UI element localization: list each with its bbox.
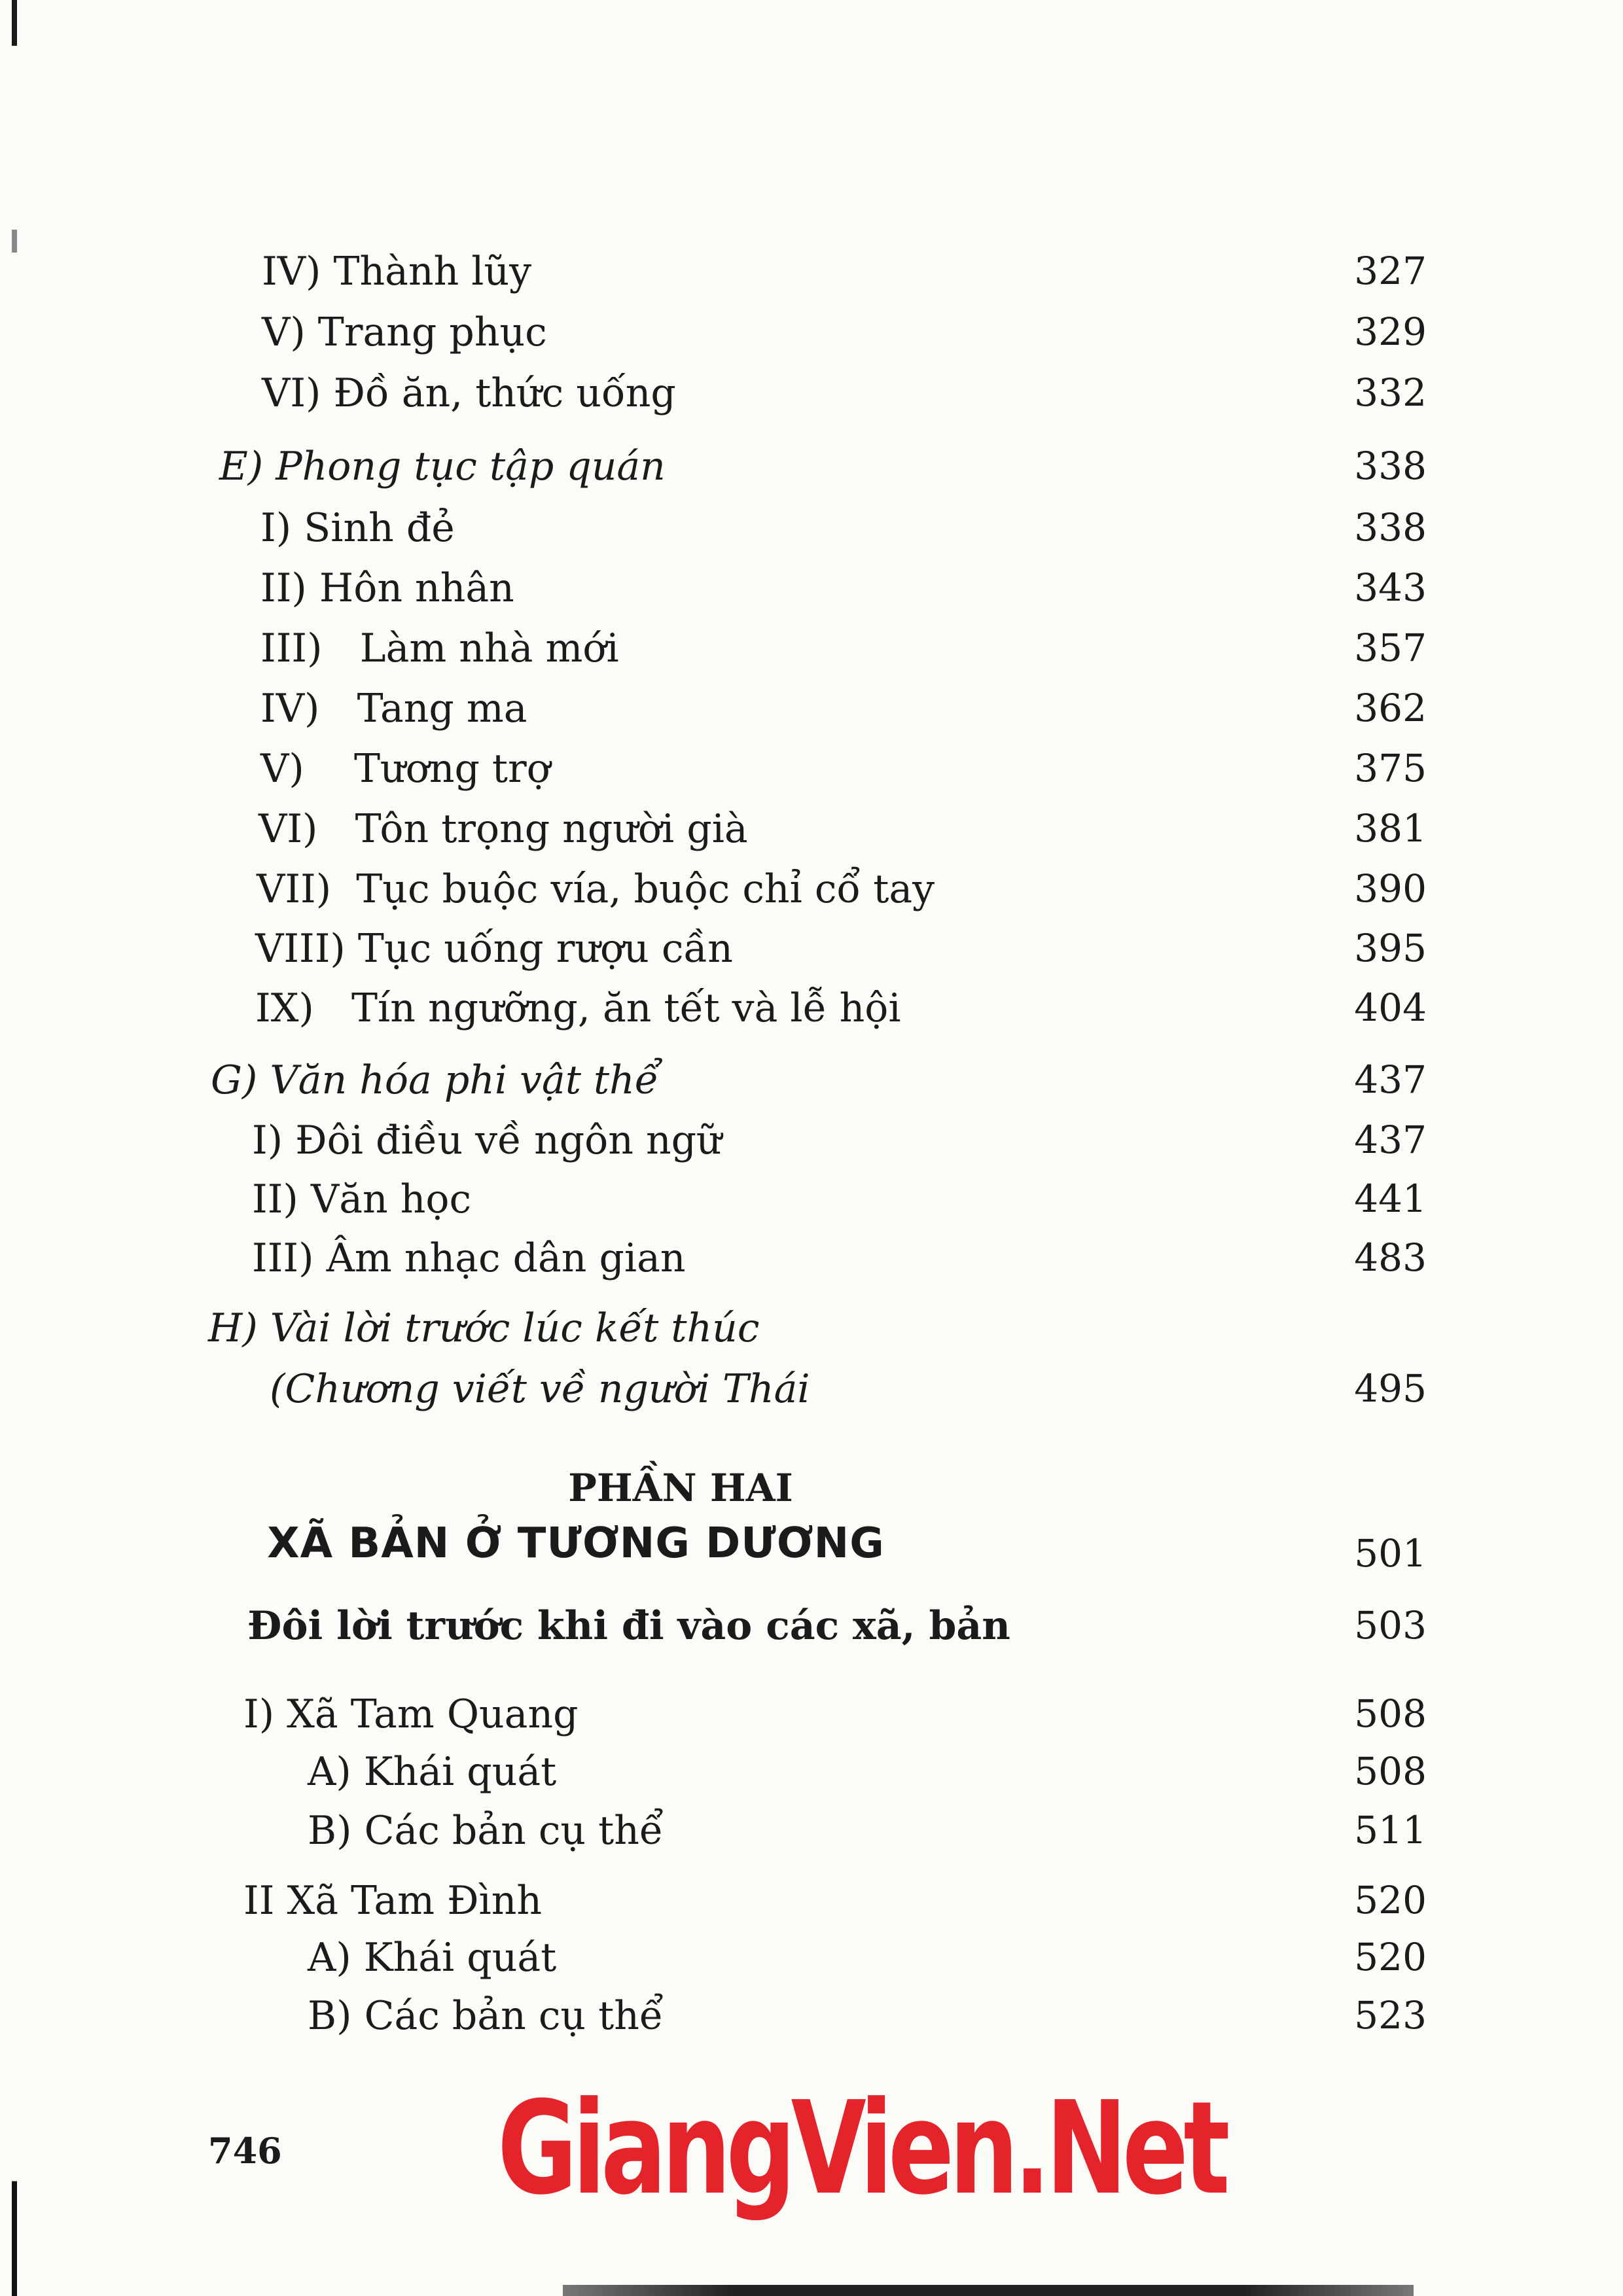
toc-entry-label: E) Phong tục tập quán: [219, 444, 666, 489]
toc-entry-label: I) Đôi điều về ngôn ngữ: [252, 1118, 722, 1163]
toc-entry-page: 441: [1354, 1176, 1427, 1221]
toc-entry-page: 523: [1354, 1993, 1427, 2038]
toc-entry-page: 511: [1354, 1808, 1427, 1852]
toc-entry-page: 520: [1354, 1935, 1427, 1979]
toc-entry-page: 495: [1354, 1366, 1427, 1411]
toc-entry-label: II Xã Tam Đình: [243, 1878, 543, 1924]
toc-entry-page: 329: [1354, 309, 1427, 354]
toc-entry-page: 437: [1354, 1118, 1427, 1162]
toc-entry-label: B) Các bản cụ thể: [308, 1993, 664, 2039]
toc-entry-label: I) Xã Tam Quang: [243, 1691, 579, 1737]
watermark-logo: GiangVien.Net: [497, 2074, 1226, 2223]
toc-entry-page: 404: [1354, 985, 1427, 1030]
toc-entry-label: G) Văn hóa phi vật thể: [211, 1057, 659, 1103]
toc-entry-label: VIII) Tục uống rượu cần: [255, 926, 733, 972]
toc-entry-label: VI) Tôn trọng người già: [259, 806, 748, 852]
toc-entry-page: 508: [1354, 1749, 1427, 1793]
toc-entry-label: IV) Tang ma: [260, 686, 527, 732]
toc-entry-page: 338: [1354, 505, 1427, 550]
toc-entry-label: V) Trang phục: [262, 309, 547, 355]
toc-entry-label: H) Vài lời trước lúc kết thúc: [208, 1305, 760, 1351]
toc-entry-label: (Chương viết về người Thái: [270, 1366, 810, 1412]
toc-entry-page: 327: [1354, 249, 1427, 293]
toc-entry-label: II) Văn học: [252, 1176, 472, 1222]
scan-edge-bottom: [563, 2285, 1414, 2296]
part-title: XÃ BẢN Ở TƯƠNG DƯƠNG: [267, 1519, 885, 1568]
toc-entry-page: 508: [1354, 1691, 1427, 1736]
toc-entry-label: IV) Thành lũy: [262, 249, 532, 294]
toc-entry-label: A) Khái quát: [308, 1935, 557, 1981]
part-page-number: 501: [1354, 1531, 1427, 1576]
toc-entry-label: I) Sinh đẻ: [260, 505, 455, 551]
toc-entry-label: III) Âm nhạc dân gian: [252, 1235, 686, 1281]
toc-entry-page: 357: [1354, 626, 1427, 670]
scan-edge-left: [12, 0, 17, 2296]
toc-entry-page: 332: [1354, 370, 1427, 415]
toc-entry-page: 520: [1354, 1878, 1427, 1922]
part-heading: PHẦN HAI: [568, 1466, 793, 1510]
toc-entry-page: 362: [1354, 686, 1427, 730]
toc-entry-page: 338: [1354, 444, 1427, 488]
toc-entry-page: 503: [1354, 1603, 1427, 1648]
toc-entry-page: 381: [1354, 806, 1427, 851]
toc-entry-page: 390: [1354, 866, 1427, 911]
toc-entry-label: II) Hôn nhân: [260, 565, 514, 611]
footer-page-number: 746: [208, 2130, 282, 2172]
toc-entry-label: III) Làm nhà mới: [260, 626, 619, 671]
toc-entry-label: VI) Đồ ăn, thức uống: [262, 370, 676, 416]
toc-entry-page: 343: [1354, 565, 1427, 610]
toc-entry-label: V) Tương trợ: [260, 746, 550, 792]
toc-entry-label: Đôi lời trước khi đi vào các xã, bản: [247, 1603, 1010, 1649]
toc-entry-label: IX) Tín ngưỡng, ăn tết và lễ hội: [255, 985, 901, 1031]
toc-entry-page: 437: [1354, 1057, 1427, 1102]
toc-entry-label: A) Khái quát: [308, 1749, 557, 1795]
toc-entry-label: VII) Tục buộc vía, buộc chỉ cổ tay: [257, 866, 935, 912]
toc-entry-page: 395: [1354, 926, 1427, 970]
toc-entry-page: 483: [1354, 1235, 1427, 1280]
toc-entry-page: 375: [1354, 746, 1427, 790]
toc-entry-label: B) Các bản cụ thể: [308, 1808, 664, 1854]
